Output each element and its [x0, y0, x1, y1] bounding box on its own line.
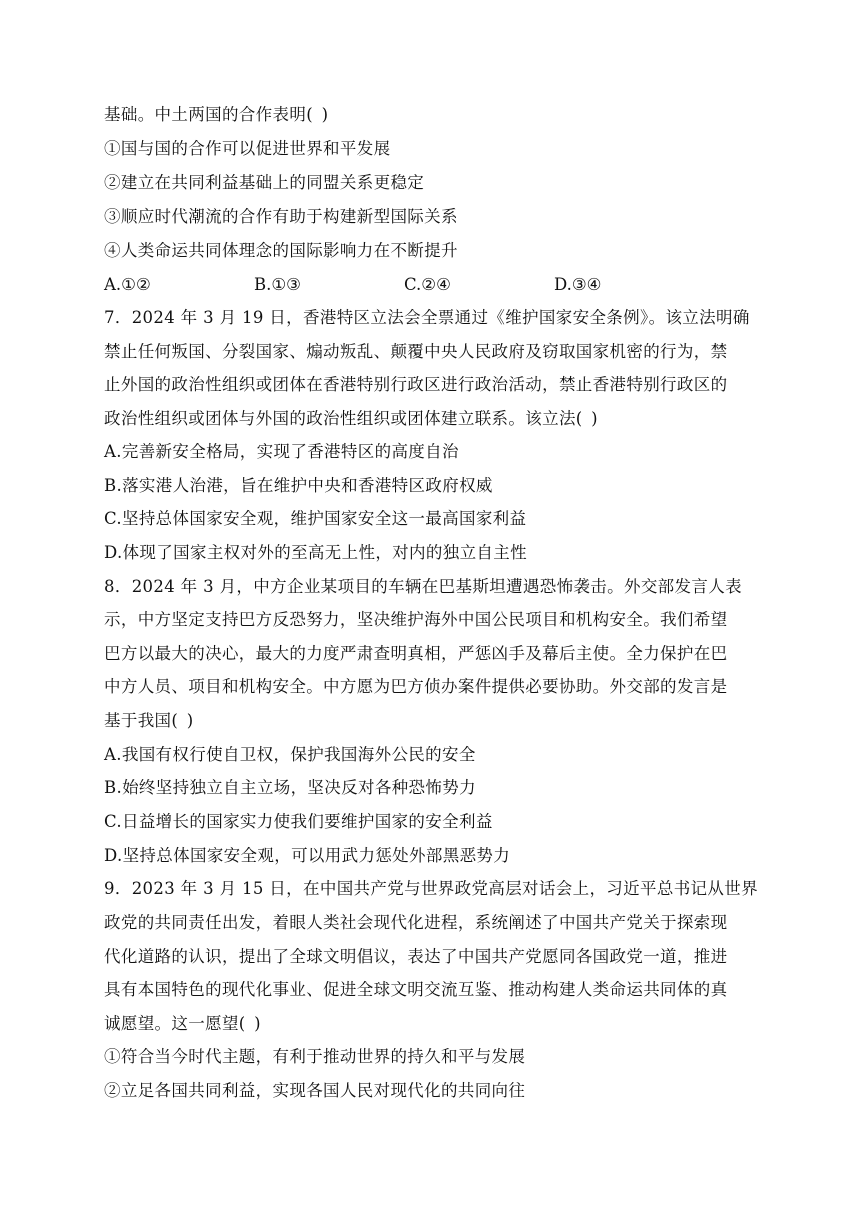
q7-option-d: D.体现了国家主权对外的至高无上性，对内的独立自主性	[104, 543, 527, 562]
q8-stem-line-5: 基于我国( )	[104, 711, 194, 730]
q8-option-c: C.日益增长的国家实力使我们要维护国家的安全利益	[104, 812, 493, 831]
q6-stem-end: 基础。中土两国的合作表明( )	[104, 105, 329, 124]
q6-item-3: ③顺应时代潮流的合作有助于构建新型国际关系	[104, 207, 458, 226]
q6-options	[104, 274, 764, 296]
q6-option-a: A.①②	[104, 275, 151, 294]
q9-stem-line-2: 政党的共同责任出发，着眼人类社会现代化进程，系统阐述了中国共产党关于探索现	[104, 913, 728, 932]
q9-stem-line-4: 具有本国特色的现代化事业、促进全球文明交流互鉴、推动构建人类命运共同体的真	[104, 980, 728, 999]
q7-option-a: A.完善新安全格局，实现了香港特区的高度自治	[104, 442, 459, 461]
q8-stem-line-1: 8．2024 年 3 月，中方企业某项目的车辆在巴基斯坦遭遇恐怖袭击。外交部发言人表	[104, 577, 742, 596]
q9-stem-line-1: 9．2023 年 3 月 15 日，在中国共产党与世界政党高层对话会上，习近平总书记从世界	[104, 879, 758, 898]
q8-stem-line-3: 巴方以最大的决心，最大的力度严肃查明真相，严惩凶手及幕后主使。全力保护在巴	[104, 644, 728, 663]
q9-stem-line-3: 代化道路的认识，提出了全球文明倡议，表达了中国共产党愿同各国政党一道，推进	[104, 947, 728, 966]
q7-stem-line-3: 止外国的政治性组织或团体在香港特别行政区进行政治活动，禁止香港特别行政区的	[104, 375, 728, 394]
q7-stem-line-2: 禁止任何叛国、分裂国家、煽动叛乱、颠覆中央人民政府及窃取国家机密的行为，禁	[104, 342, 728, 361]
q8-stem-line-2: 示，中方坚定支持巴方反恐努力，坚决维护海外中国公民项目和机构安全。我们希望	[104, 610, 728, 629]
q8-stem-line-4: 中方人员、项目和机构安全。中方愿为巴方侦办案件提供必要协助。外交部的发言是	[104, 677, 728, 696]
q8-option-d: D.坚持总体国家安全观，可以用武力惩处外部黑恶势力	[104, 846, 511, 865]
q9-item-1: ①符合当今时代主题，有利于推动世界的持久和平与发展	[104, 1047, 526, 1066]
q9-item-2: ②立足各国共同利益，实现各国人民对现代化的共同向往	[104, 1081, 526, 1100]
q9-stem-line-5: 诚愿望。这一愿望( )	[104, 1014, 261, 1033]
q8-option-b: B.始终坚持独立自主立场，坚决反对各种恐怖势力	[104, 778, 476, 797]
q7-stem-line-4: 政治性组织或团体与外国的政治性组织或团体建立联系。该立法( )	[104, 409, 598, 428]
q7-option-c: C.坚持总体国家安全观，维护国家安全这一最高国家利益	[104, 509, 527, 528]
q6-item-4: ④人类命运共同体理念的国际影响力在不断提升	[104, 241, 458, 260]
q7-stem-line-1: 7．2024 年 3 月 19 日，香港特区立法会全票通过《维护国家安全条例》。该立法明确	[104, 308, 750, 327]
q6-option-d: D.③④	[554, 275, 602, 294]
q6-option-b: B.①③	[254, 275, 301, 294]
q6-item-1: ①国与国的合作可以促进世界和平发展	[104, 139, 391, 158]
q6-option-c: C.②④	[404, 275, 451, 294]
q6-item-2: ②建立在共同利益基础上的同盟关系更稳定	[104, 173, 425, 192]
q7-option-b: B.落实港人治港，旨在维护中央和香港特区政府权威	[104, 476, 493, 495]
q8-option-a: A.我国有权行使自卫权，保护我国海外公民的安全	[104, 745, 476, 764]
